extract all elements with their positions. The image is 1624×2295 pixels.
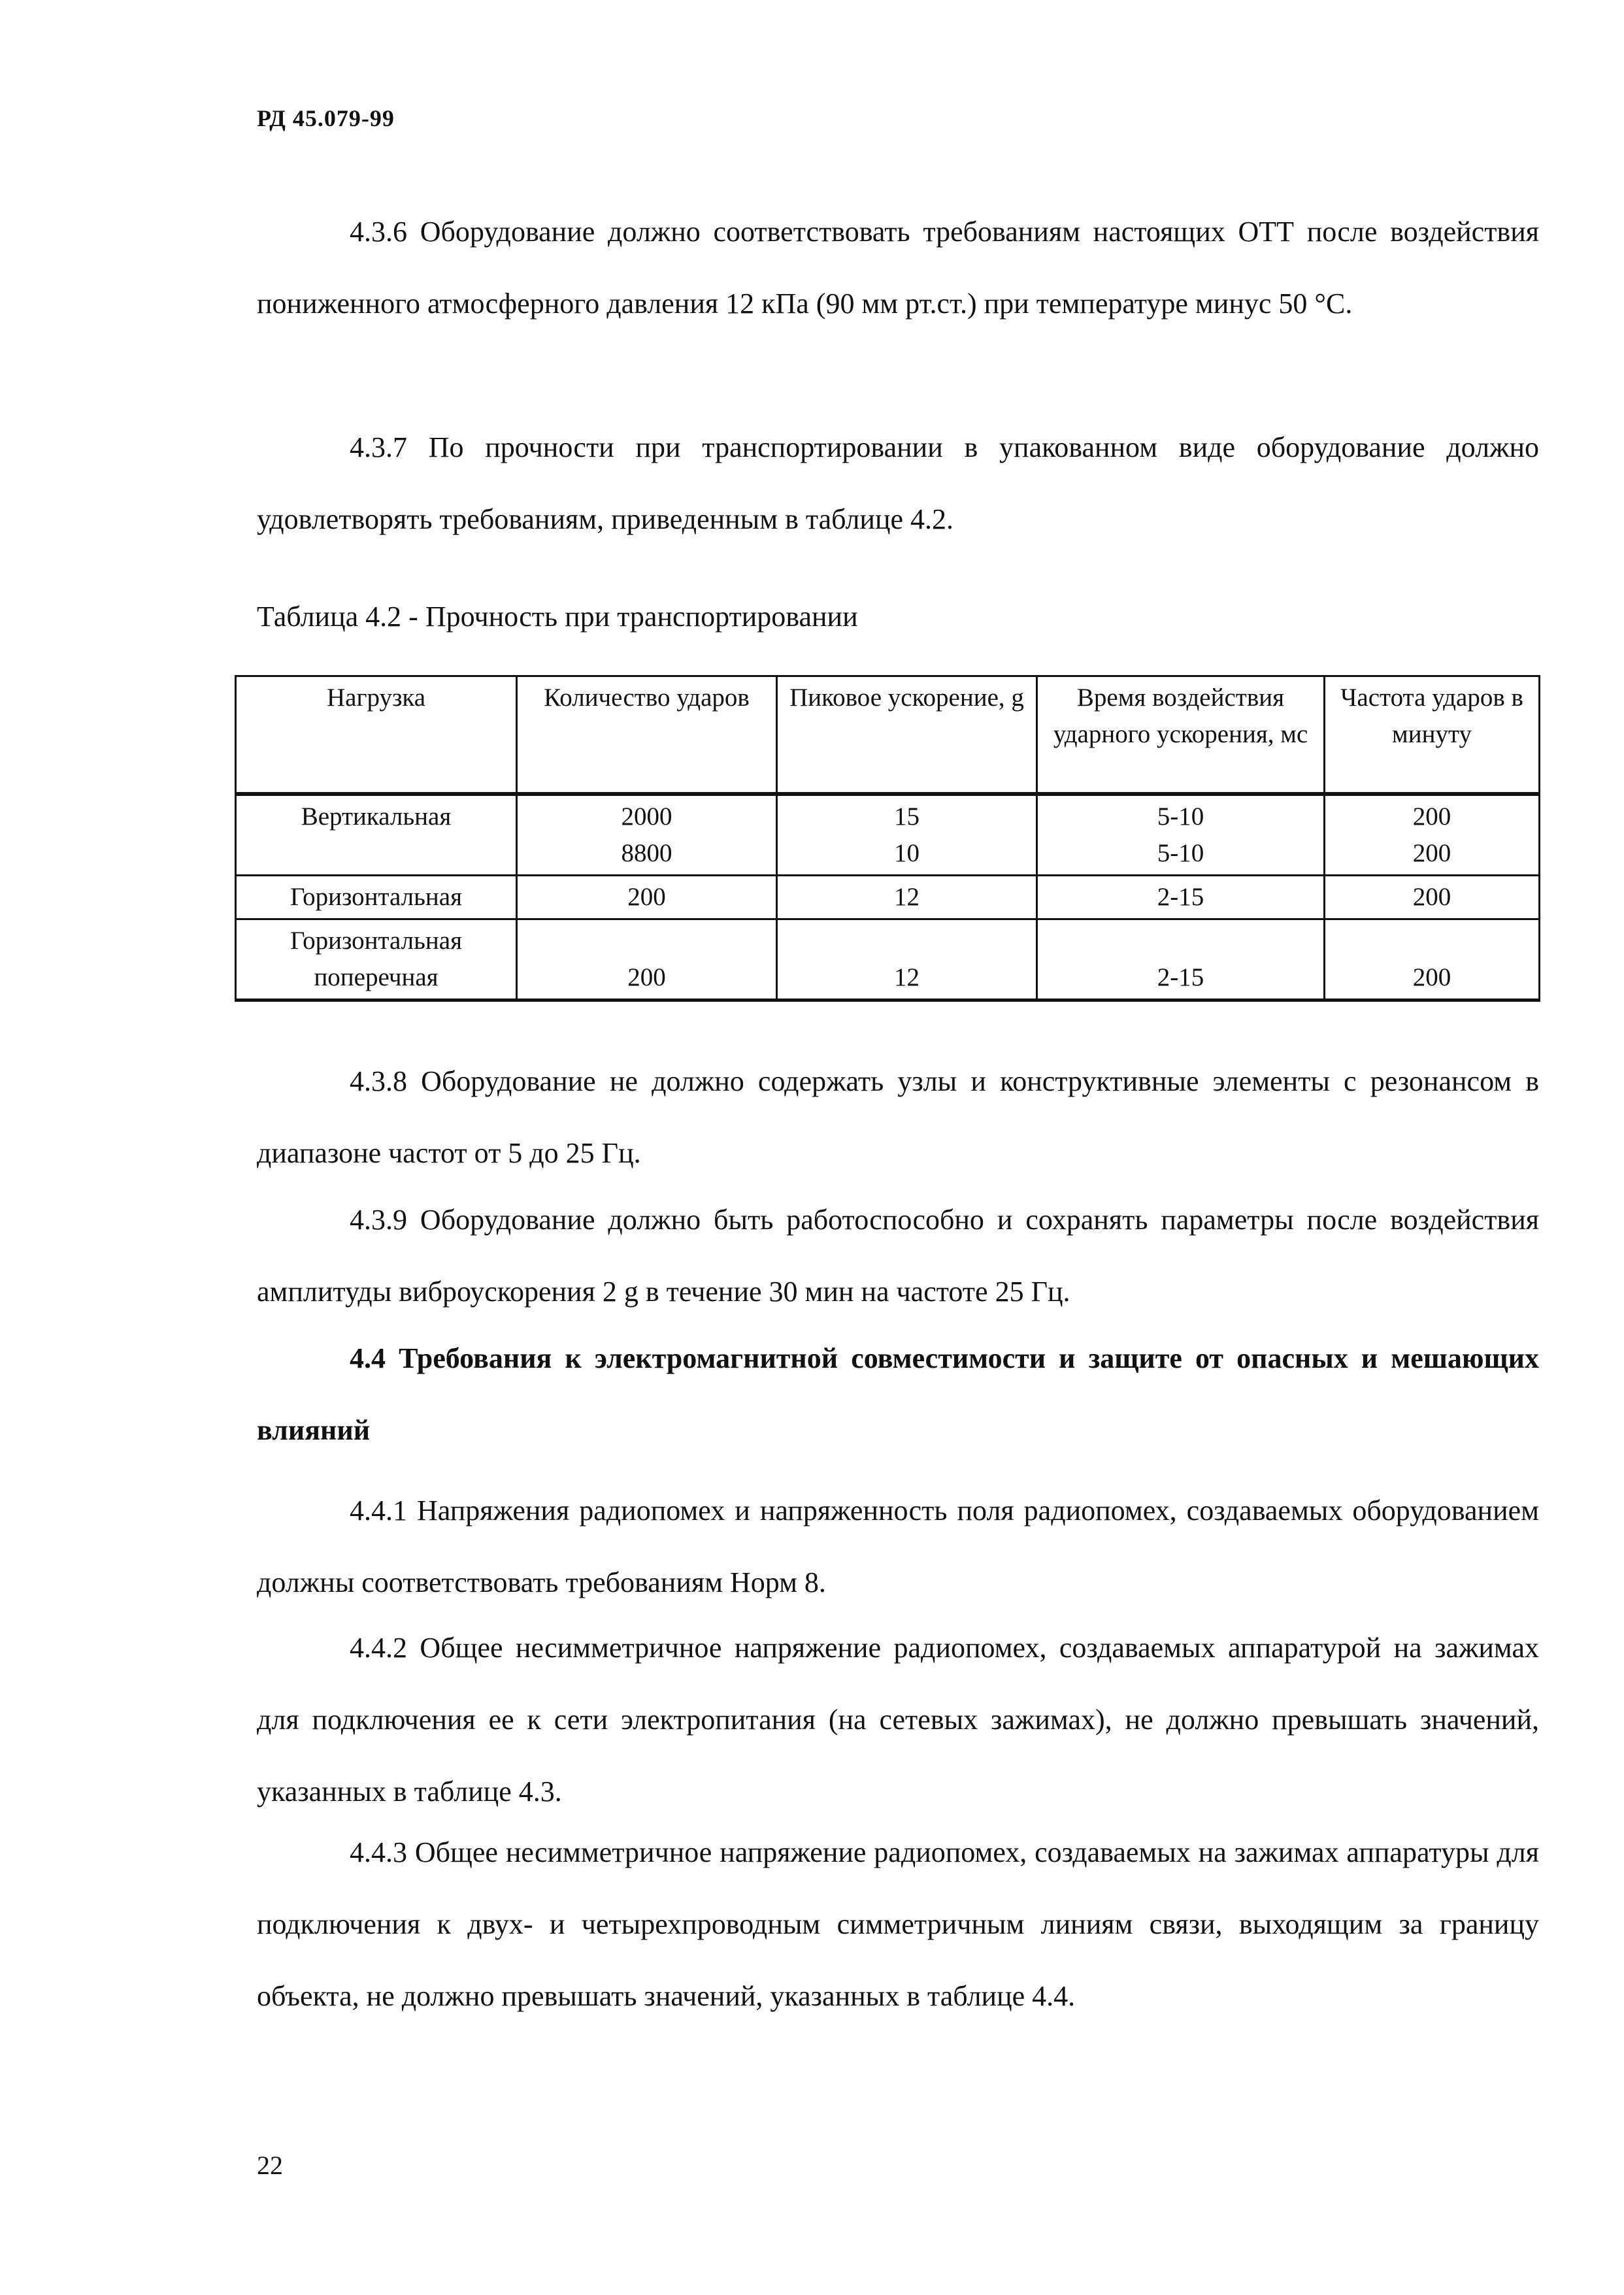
table-cell (1325, 794, 1540, 876)
cell-value: 8800 (621, 839, 672, 867)
table-caption: Таблица 4.2 - Прочность при транспортировании (257, 601, 858, 633)
table-cell: 2-15 (1037, 876, 1325, 919)
table-cell (777, 794, 1037, 876)
table-cell: 12 (777, 919, 1037, 1000)
cell-value: 5-10 (1157, 839, 1204, 867)
table-cell: 2-15 (1037, 919, 1325, 1000)
section-heading: 4.4 Требования к электромагнитной совместимости и защите от опасных и мешающих влияний (257, 1342, 1539, 1446)
column-header: Время воздействия ударного ускорения, мс (1037, 676, 1325, 795)
paragraph-4-3-6: 4.3.6 Оборудование должно соответствовать требованиям настоящих ОТТ после воздействия пониженного атмосферного давления 12 кПа (90 мм рт.ст.) при температуре минус 50 °С. (257, 216, 1539, 320)
table-cell: 200 (517, 919, 777, 1000)
table-cell (517, 794, 777, 876)
paragraph-4-4-2: 4.4.2 Общее несимметричное напряжение радиопомех, создаваемых аппаратурой на зажимах для подключения ее к сети электропитания (на сетевых зажимах), не должно превышать значений, указанных в таблице 4.3. (257, 1632, 1539, 1808)
cell-value: 2000 (621, 802, 672, 831)
document-header: РД 45.079-99 (257, 105, 395, 131)
paragraph-4-4-1: 4.4.1 Напряжения радиопомех и напряженность поля радиопомех, создаваемых оборудованием должны соответствовать требованиям Норм 8. (257, 1494, 1539, 1598)
column-header: Частота ударов в минуту (1325, 676, 1540, 795)
cell-value: 200 (1412, 839, 1451, 867)
transport-strength-table (235, 675, 1540, 1002)
paragraph-4-4-3: 4.4.3 Общее несимметричное напряжение радиопомех, создаваемых на зажимах аппаратуры для подключения к двух- и четырехпроводным симметричным линиям связи, выходящим за границу объекта, не должно превышать значений, указанных в таблице 4.4. (257, 1836, 1539, 2012)
table-cell: Горизонтальная (236, 876, 517, 919)
cell-value: 5-10 (1157, 802, 1204, 831)
cell-value: 10 (894, 839, 920, 867)
table-cell: 200 (517, 876, 777, 919)
table-row (236, 876, 1540, 919)
table-cell: 12 (777, 876, 1037, 919)
table-row (236, 794, 1540, 876)
column-header: Количество ударов (517, 676, 777, 795)
cell-value: 15 (894, 802, 920, 831)
table-cell: Горизонтальная поперечная (236, 919, 517, 1000)
table-cell (1037, 794, 1325, 876)
paragraph-4-3-8: 4.3.8 Оборудование не должно содержать узлы и конструктивные элементы с резонансом в диапазоне частот от 5 до 25 Гц. (257, 1065, 1539, 1169)
cell-value: 200 (1412, 802, 1451, 831)
paragraph-4-3-9: 4.3.9 Оборудование должно быть работоспособно и сохранять параметры после воздействия амплитуды виброускорения 2 g в течение 30 мин на частоте 25 Гц. (257, 1204, 1539, 1308)
page-number: 22 (257, 2151, 283, 2180)
paragraph-4-3-7: 4.3.7 По прочности при транспортировании в упакованном виде оборудование должно удовлетворять требованиям, приведенным в таблице 4.2. (257, 431, 1539, 535)
table-row (236, 919, 1540, 1000)
table-header-row (236, 676, 1540, 795)
column-header: Пиковое ускорение, g (777, 676, 1037, 795)
table-cell: 200 (1325, 876, 1540, 919)
table-cell: Вертикальная (236, 794, 517, 876)
column-header: Нагрузка (236, 676, 517, 795)
table-cell: 200 (1325, 919, 1540, 1000)
